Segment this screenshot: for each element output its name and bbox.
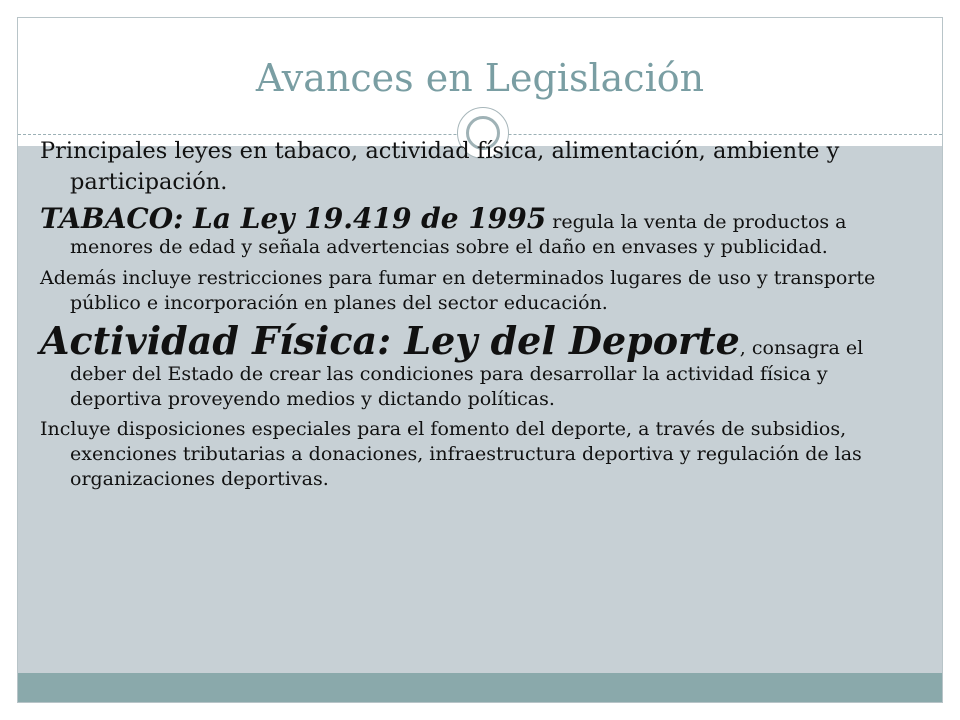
deporte-heading: Actividad Física: Ley del Deporte xyxy=(40,318,740,363)
tabaco-text: regula la venta de productos a menores de edad y señala advertencias sobre el daño en envases y publicidad. xyxy=(70,211,847,258)
deporte-text: , consagra el deber del Estado de crear las condiciones para desarrollar la actividad física y deportiva proveyendo medios y dictando políticas. xyxy=(70,337,864,410)
deporte-paragraph xyxy=(40,320,890,412)
footer-bar xyxy=(18,673,942,703)
deporte-extra-paragraph: Incluye disposiciones especiales para el fomento del deporte, a través de subsidios, exenciones tributarias a donaciones, infraestructura deportiva y regulación de las organizaciones deportivas. xyxy=(40,418,862,490)
tabaco-paragraph xyxy=(40,202,890,260)
slide-title: Avances en Legislación xyxy=(255,56,705,100)
tabaco-extra-paragraph: Además incluye restricciones para fumar en determinados lugares de uso y transporte público e incorporación en planes del sector educación. xyxy=(40,267,876,314)
body-text xyxy=(40,136,890,492)
intro-paragraph: Principales leyes en tabaco, actividad física, alimentación, ambiente y participación. xyxy=(40,138,840,195)
tabaco-heading: TABACO: La Ley 19.419 de 1995 xyxy=(40,202,547,235)
